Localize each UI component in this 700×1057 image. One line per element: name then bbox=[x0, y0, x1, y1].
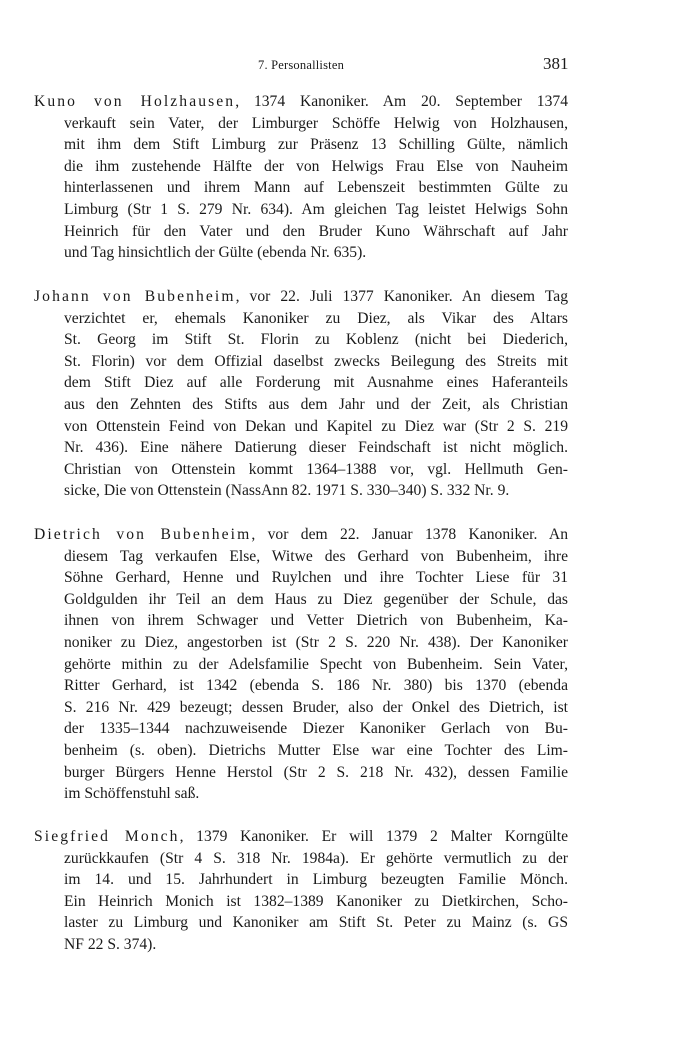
person-name: Siegfried Monch bbox=[34, 828, 180, 845]
entry-siegfried-monch bbox=[34, 826, 568, 956]
entry-line: Nr. 436). Eine nähere Datierung dieser Feindschaft ist nicht möglich. bbox=[64, 439, 568, 457]
entry-line: verzichtet er, ehemals Kanoniker zu Diez, als Vikar des Altars bbox=[64, 309, 568, 327]
entry-line: benheim (s. oben). Dietrichs Mutter Else war eine Tochter des Lim- bbox=[64, 741, 568, 759]
entry-line: Ein Heinrich Monich ist 1382–1389 Kanoniker zu Dietkirchen, Scho- bbox=[64, 892, 568, 910]
entry-line: sicke, Die von Ottenstein (NassAnn 82. 1971 S. 330–340) S. 332 Nr. 9. bbox=[64, 482, 510, 500]
entry-line: hinterlassenen und ihrem Mann auf Lebenszeit bestimmten Gülte zu bbox=[64, 179, 568, 197]
entry-first-line bbox=[34, 524, 568, 546]
entry-line: diesem Tag verkaufen Else, Witwe des Gerhard von Bubenheim, ihre bbox=[64, 547, 568, 565]
running-title: 7. Personallisten bbox=[258, 58, 345, 72]
entry-line: die ihm zustehende Hälfte der von Helwigs Frau Else von Nauheim bbox=[64, 157, 568, 175]
entry-line: im Schöffenstuhl saß. bbox=[64, 785, 200, 803]
entry-line: burger Bürgers Henne Herstol (Str 2 S. 218 Nr. 432), dessen Familie bbox=[64, 763, 568, 781]
entry-line: verkauft sein Vater, der Limburger Schöffe Helwig von Holzhausen, bbox=[64, 114, 568, 132]
entry-line: Ritter Gerhard, ist 1342 (ebenda S. 186 Nr. 380) bis 1370 (ebenda bbox=[64, 677, 568, 695]
entry-line: von Ottenstein Feind von Dekan und Kapitel zu Diez war (Str 2 S. 219 bbox=[64, 417, 568, 435]
entry-text: , 1379 Kanoniker. Er will 1379 2 Malter Korngülte bbox=[179, 828, 568, 845]
entry-first-line bbox=[34, 826, 568, 848]
entry-line: der 1335–1344 nachzuweisende Diezer Kanoniker Gerlach von Bu- bbox=[64, 720, 568, 738]
entry-dietrich-von-bubenheim bbox=[34, 524, 568, 805]
entry-line: mit ihm dem Stift Limburg zur Präsenz 13 Schilling Gülte, nämlich bbox=[64, 136, 568, 154]
entry-line: St. Florin) vor dem Offizial daselbst zwecks Beilegung des Streits mit bbox=[64, 352, 568, 370]
entry-text: , vor dem 22. Januar 1378 Kanoniker. An bbox=[251, 526, 568, 543]
entry-first-line bbox=[34, 286, 568, 308]
entry-line: gehörte mithin zu der Adelsfamilie Specht von Bubenheim. Sein Vater, bbox=[64, 655, 568, 673]
entry-line: noniker zu Diez, angestorben ist (Str 2 S. 220 Nr. 438). Der Kanoniker bbox=[64, 633, 568, 651]
entry-line: Limburg (Str 1 S. 279 Nr. 634). Am gleichen Tag leistet Helwigs Sohn bbox=[64, 200, 568, 218]
entry-line: Söhne Gerhard, Henne und Ruylchen und ihre Tochter Liese für 31 bbox=[64, 569, 568, 587]
entry-line: St. Georg im Stift St. Florin zu Koblenz (nicht bei Diederich, bbox=[64, 331, 568, 349]
entry-line: ihnen von ihrem Schwager und Vetter Dietrich von Bubenheim, Ka- bbox=[64, 612, 568, 630]
person-name: Kuno von Holzhausen bbox=[34, 93, 236, 110]
entry-line: laster zu Limburg und Kanoniker am Stift St. Peter zu Mainz (s. GS bbox=[64, 914, 568, 932]
entry-line: Goldgulden ihr Teil an dem Haus zu Diez gegenüber der Schule, das bbox=[64, 590, 568, 608]
page-number: 381 bbox=[543, 54, 569, 73]
entry-text: , vor 22. Juli 1377 Kanoniker. An diesem Tag bbox=[235, 288, 568, 305]
entry-line: im 14. und 15. Jahrhundert in Limburg bezeugten Familie Mönch. bbox=[64, 871, 568, 889]
entry-line: und Tag hinsichtlich der Gülte (ebenda Nr. 635). bbox=[64, 244, 367, 262]
entry-line: NF 22 S. 374). bbox=[64, 935, 157, 953]
entry-line: aus den Zehnten des Stifts aus dem Jahr und der Zeit, als Christian bbox=[64, 395, 568, 413]
entry-line: S. 216 Nr. 429 bezeugt; dessen Bruder, also der Onkel des Dietrich, ist bbox=[64, 698, 568, 716]
running-head bbox=[0, 54, 700, 78]
entry-johann-von-bubenheim bbox=[34, 286, 568, 502]
entry-text: , 1374 Kanoniker. Am 20. September 1374 bbox=[235, 93, 568, 110]
person-name: Johann von Bubenheim bbox=[34, 288, 236, 305]
entry-line: Christian von Ottenstein kommt 1364–1388 vor, vgl. Hellmuth Gen- bbox=[64, 460, 568, 478]
person-name: Dietrich von Bubenheim bbox=[34, 526, 252, 543]
entry-first-line bbox=[34, 91, 568, 113]
entry-line: Heinrich für den Vater und den Bruder Kuno Währschaft auf Jahr bbox=[64, 222, 568, 240]
entry-line: zurückkaufen (Str 4 S. 318 Nr. 1984a). Er gehörte vermutlich zu der bbox=[64, 849, 568, 867]
entry-line: dem Stift Diez auf alle Forderung mit Ausnahme eines Haferanteils bbox=[64, 374, 568, 392]
entry-kuno-von-holzhausen bbox=[34, 91, 568, 264]
